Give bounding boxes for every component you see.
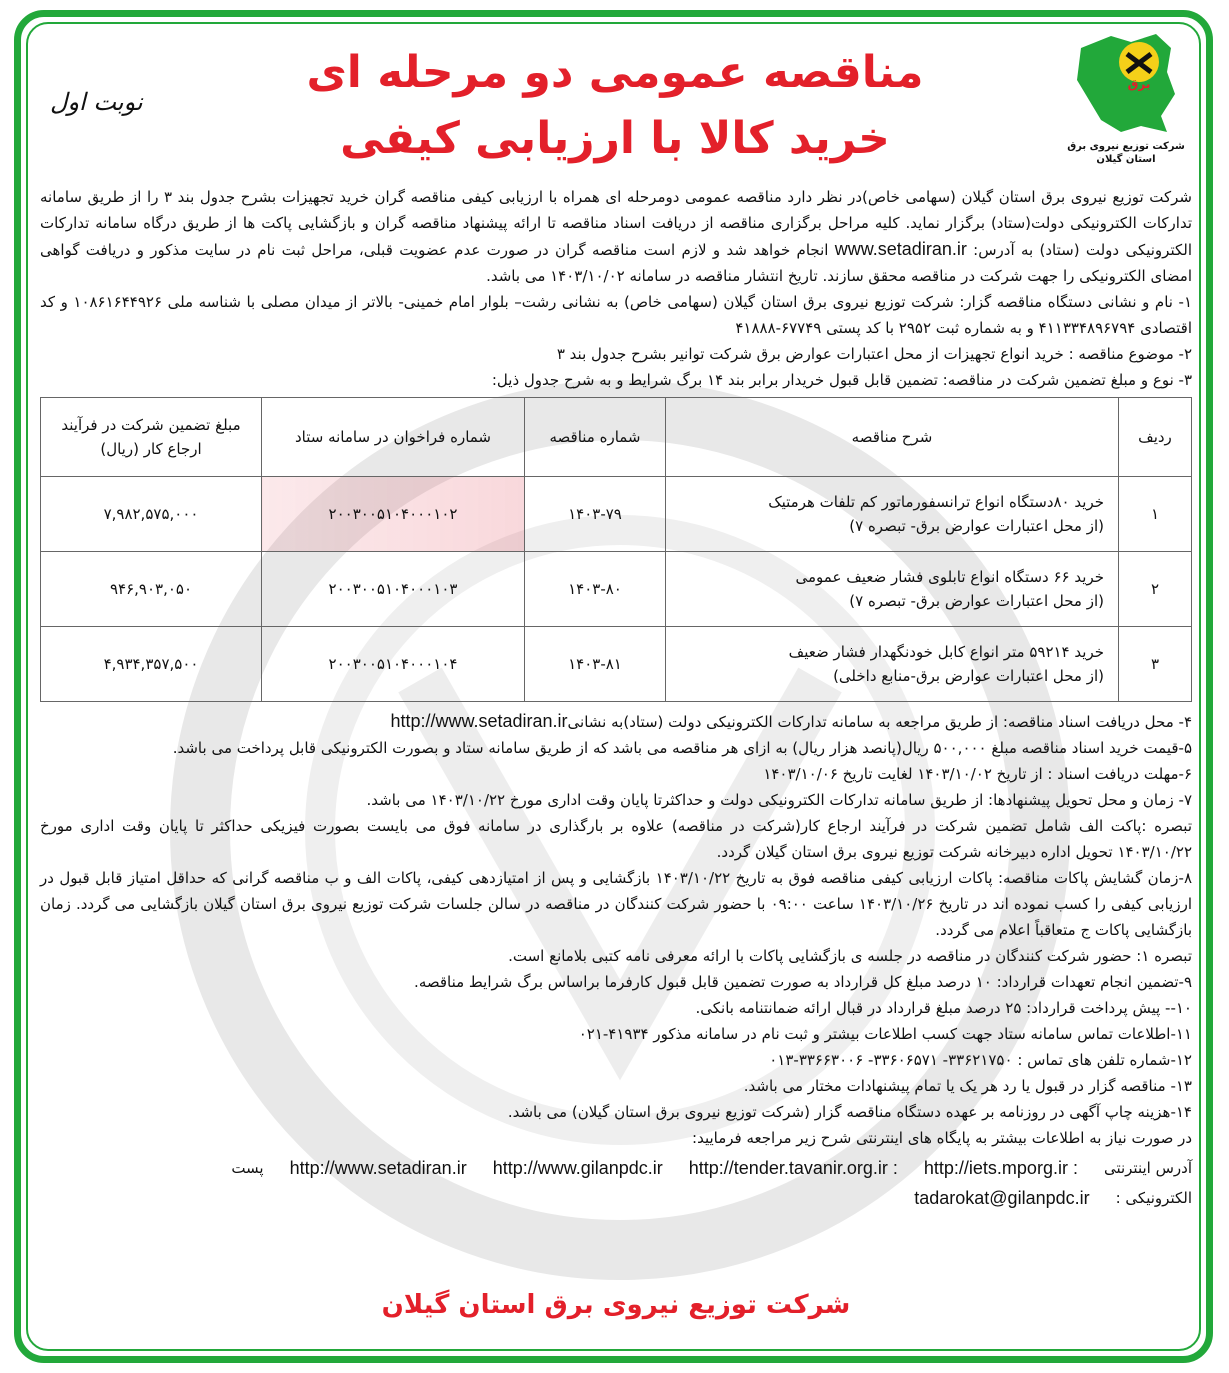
header-call-number: شماره فراخوان در سامانه ستاد (262, 398, 525, 477)
links-label: آدرس اینترنتی (1103, 1159, 1192, 1177)
item-3: ۳- نوع و مبلغ تضمین شرکت در مناقصه: تضمین قابل قبول خریدار برابر بند ۱۴ برگ شرایط و به شرح جدول ذیل: (491, 371, 1192, 389)
logo-caption-1: شرکت توزیع نیروی برق (1067, 141, 1185, 152)
link-gilanpdc[interactable]: http://www.gilanpdc.ir (492, 1158, 663, 1178)
cell-guarantee-amount: ۷,۹۸۲,۵۷۵,۰۰۰ (41, 477, 262, 552)
table-header-row (41, 398, 1192, 477)
cell-call-number: ۲۰۰۳۰۰۵۱۰۴۰۰۰۱۰۴ (262, 627, 525, 702)
item-7: ۷- زمان و محل تحویل پیشنهادها: از طریق سامانه تدارکات الکترونیکی دولت و حداکثرتا پایان وقت اداری مورخ ۱۴۰۳/۱۰/۲۲ می باشد. (366, 791, 1192, 809)
item-14: ۱۴-هزینه چاپ آگهی در روزنامه بر عهده دستگاه مناقصه گزار (شرکت توزیع نیروی برق استان گیلان) می باشد. (507, 1103, 1192, 1121)
item-5: ۵-قیمت خرید اسناد مناقصه مبلغ ۵۰۰,۰۰۰ ریال(پانصد هزار ریال) به ازای هر مناقصه می باشد که از طریق سامانه ستاد و بصورت الکترونیکی قابل پرداخت می باشد. (172, 739, 1192, 757)
header-description: شرح مناقصه (666, 398, 1119, 477)
table-row (41, 477, 1192, 552)
item-9: ۹-تضمین انجام تعهدات قرارداد: ۱۰ درصد مبلغ کل قرارداد به صورت تضمین قابل قبول کارفرما براساس برگ شرایط مناقصه. (414, 973, 1192, 991)
table-row (41, 552, 1192, 627)
cell-tender-number: ۱۴۰۳-۸۰ (525, 552, 666, 627)
header-guarantee-amount: مبلغ تضمین شرکت در فرآیند ارجاع کار (ریال) (41, 398, 262, 477)
cell-description: خرید ۶۶ دستگاه انواع تابلوی فشار ضعیف عمومی (از محل اعتبارات عوارض برق- تبصره ۷) (666, 552, 1119, 627)
website-links (40, 1155, 1192, 1181)
email-label-a: پست (231, 1159, 264, 1177)
tender-table (40, 397, 1192, 702)
cell-description: خرید ۸۰دستگاه انواع ترانسفورماتور کم تلفات هرمتیک (از محل اعتبارات عوارض برق- تبصره ۷) (666, 477, 1119, 552)
cell-tender-number: ۱۴۰۳-۸۱ (525, 627, 666, 702)
more-info: در صورت نیاز به اطلاعات بیشتر به پایگاه های اینترنتی شرح زیر مراجعه فرمایید: (692, 1129, 1192, 1147)
item-1: ۱- نام و نشانی دستگاه مناقصه گزار: شرکت توزیع نیروی برق استان گیلان (سهامی خاص) به نشانی رشت– بلوار امام خمینی- بالاتر از میدان مصلی با شناسه ملی ۱۰۸۶۱۶۴۴۹۲۶ و کد اقتصادی ۴۱۱۳۳۴۸۹۶۷۹۴ و به شماره ثبت ۲۹۵۲ با کد پستی ۶۷۷۴۹-۴۱۸۸۸ (40, 293, 1193, 337)
link-iets[interactable]: http://iets.mporg.ir : (923, 1158, 1078, 1178)
item-4: ۴- محل دریافت اسناد مناقصه: از طریق مراجعه به سامانه تدارکات الکترونیکی دولت (ستاد)به نشانیhttp://www.setadiran.ir (390, 711, 1192, 731)
title-line-2: خرید کالا با ارزیابی کیفی (340, 113, 890, 164)
cell-description: خرید ۵۹۲۱۴ متر انواع کابل خودنگهدار فشار ضعیف (از محل اعتبارات عوارض برق-منابع داخلی) (666, 627, 1119, 702)
email-address[interactable]: tadarokat@gilanpdc.ir (914, 1188, 1090, 1208)
title-line-1: مناقصه عمومی دو مرحله ای (306, 47, 924, 98)
intro-paragraph: شرکت توزیع نیروی برق استان گیلان (سهامی خاص)در نظر دارد مناقصه عمومی دومرحله ای همراه با ارزیابی کیفی مناقصه گران خرید تجهیزات بشرح جدول بند ۳ را از طریق سامانه تدارکات الکترونیکی دولت(ستاد) برگزار نماید. کلیه مراحل برگزاری مناقصه از دریافت اسناد مناقصه تا ارائه پیشنهاد مناقصه گران و بازگشایی پاکت ها از طریق درگاه سامانه تدارکات الکترونیکی دولت (ستاد) به آدرس: www.setadiran.ir انجام خواهد شد و لازم است مناقصه گران در صورت عدم عضویت قبلی، مراحل ثبت نام در سایت مذکور و دریافت گواهی امضای الکترونیکی را جهت شرکت در مناقصه محقق سازند. تاریخ انتشار مناقصه در سامانه ۱۴۰۳/۱۰/۰۲ می باشد. (40, 188, 1192, 285)
cell-guarantee-amount: ۹۴۶,۹۰۳,۰۵۰ (41, 552, 262, 627)
cell-call-number: ۲۰۰۳۰۰۵۱۰۴۰۰۰۱۰۲ (262, 477, 525, 552)
item-6: ۶-مهلت دریافت اسناد : از تاریخ ۱۴۰۳/۱۰/۰۲ لغایت تاریخ ۱۴۰۳/۱۰/۰۶ (763, 765, 1192, 783)
item-13: ۱۳- مناقصه گزار در قبول یا رد هر یک یا تمام پیشنهادات مختار می باشد. (743, 1077, 1192, 1095)
setad-url[interactable]: www.setadiran.ir (834, 239, 967, 259)
note-1: تبصره ۱: حضور شرکت کنندگان در مناقصه در جلسه ی بازگشایی پاکات با ارائه معرفی نامه کتبی بلامانع است. (508, 947, 1192, 965)
table-row (41, 627, 1192, 702)
cell-row-number: ۳ (1119, 627, 1192, 702)
header-tender-number: شماره مناقصه (525, 398, 666, 477)
logo-caption-2: استان گیلان (1096, 154, 1156, 165)
logo-mark: برق (1127, 77, 1151, 91)
email-row (40, 1185, 1192, 1211)
cell-row-number: ۲ (1119, 552, 1192, 627)
cell-guarantee-amount: ۴,۹۳۴,۳۵۷,۵۰۰ (41, 627, 262, 702)
header-row-number: ردیف (1119, 398, 1192, 477)
item-12: ۱۲-شماره تلفن های تماس : ۳۳۶۲۱۷۵۰- ۳۳۶۰۶۵۷۱- ۳۳۶۶۳۰۰۶-۰۱۳ (769, 1051, 1192, 1069)
publication-round: نوبت اول (50, 88, 143, 116)
notice-title (250, 40, 980, 172)
link-tavanir[interactable]: http://tender.tavanir.org.ir : (688, 1158, 898, 1178)
cell-call-number: ۲۰۰۳۰۰۵۱۰۴۰۰۰۱۰۳ (262, 552, 525, 627)
email-label-b: الکترونیکی : (1115, 1189, 1192, 1207)
footer-company: شرکت توزیع نیروی برق استان گیلان (381, 1290, 851, 1320)
cell-tender-number: ۱۴۰۳-۷۹ (525, 477, 666, 552)
item-8: ۸-زمان گشایش پاکات مناقصه: پاکات ارزیابی کیفی مناقصه فوق به تاریخ ۱۴۰۳/۱۰/۲۲ بازگشایی و پس از امتیازدهی کیفی، پاکات الف و ب مناقصه گرانی که حداقل امتیاز قابل قبول در ارزیابی کیفی را کسب نموده اند در تاریخ ۱۴۰۳/۱۰/۲۶ ساعت ۰۹:۰۰ با حضور شرکت کنندگان در مناقصه در سالن جلسات شرکت توزیع نیروی برق استان گیلان بازگشایی می گردد. زمان بازگشایی پاکات ج متعاقباً اعلام می گردد. (40, 869, 1193, 939)
cell-row-number: ۱ (1119, 477, 1192, 552)
link-setadiran[interactable]: http://www.setadiran.ir (289, 1158, 467, 1178)
gilan-map-icon (1071, 28, 1181, 136)
item-2: ۲- موضوع مناقصه : خرید انواع تجهیزات از محل اعتبارات عوارض برق شرکت توانیر بشرح جدول بند ۳ (556, 345, 1192, 363)
note-a: تبصره :پاکت الف شامل تضمین شرکت در فرآیند ارجاع کار(شرکت در مناقصه) علاوه بر بارگذاری در سامانه فوق می بایست بصورت فیزیکی حداکثر تا پایان وقت اداری مورخ ۱۴۰۳/۱۰/۲۲ تحویل اداره دبیرخانه شرکت توزیع نیروی برق استان گیلان گردد. (40, 817, 1192, 861)
item-11: ۱۱-اطلاعات تماس سامانه ستاد جهت کسب اطلاعات بیشتر و ثبت نام در سامانه مذکور ۴۱۹۳۴-۰۲۱ (578, 1025, 1192, 1043)
setad-link[interactable]: http://www.setadiran.ir (390, 711, 568, 731)
notice-body (40, 184, 1192, 1211)
item-10: ۱۰-- پیش پرداخت قرارداد: ۲۵ درصد مبلغ قرارداد در قبال ارائه ضمانتنامه بانکی. (695, 999, 1192, 1017)
company-logo (1062, 28, 1190, 166)
